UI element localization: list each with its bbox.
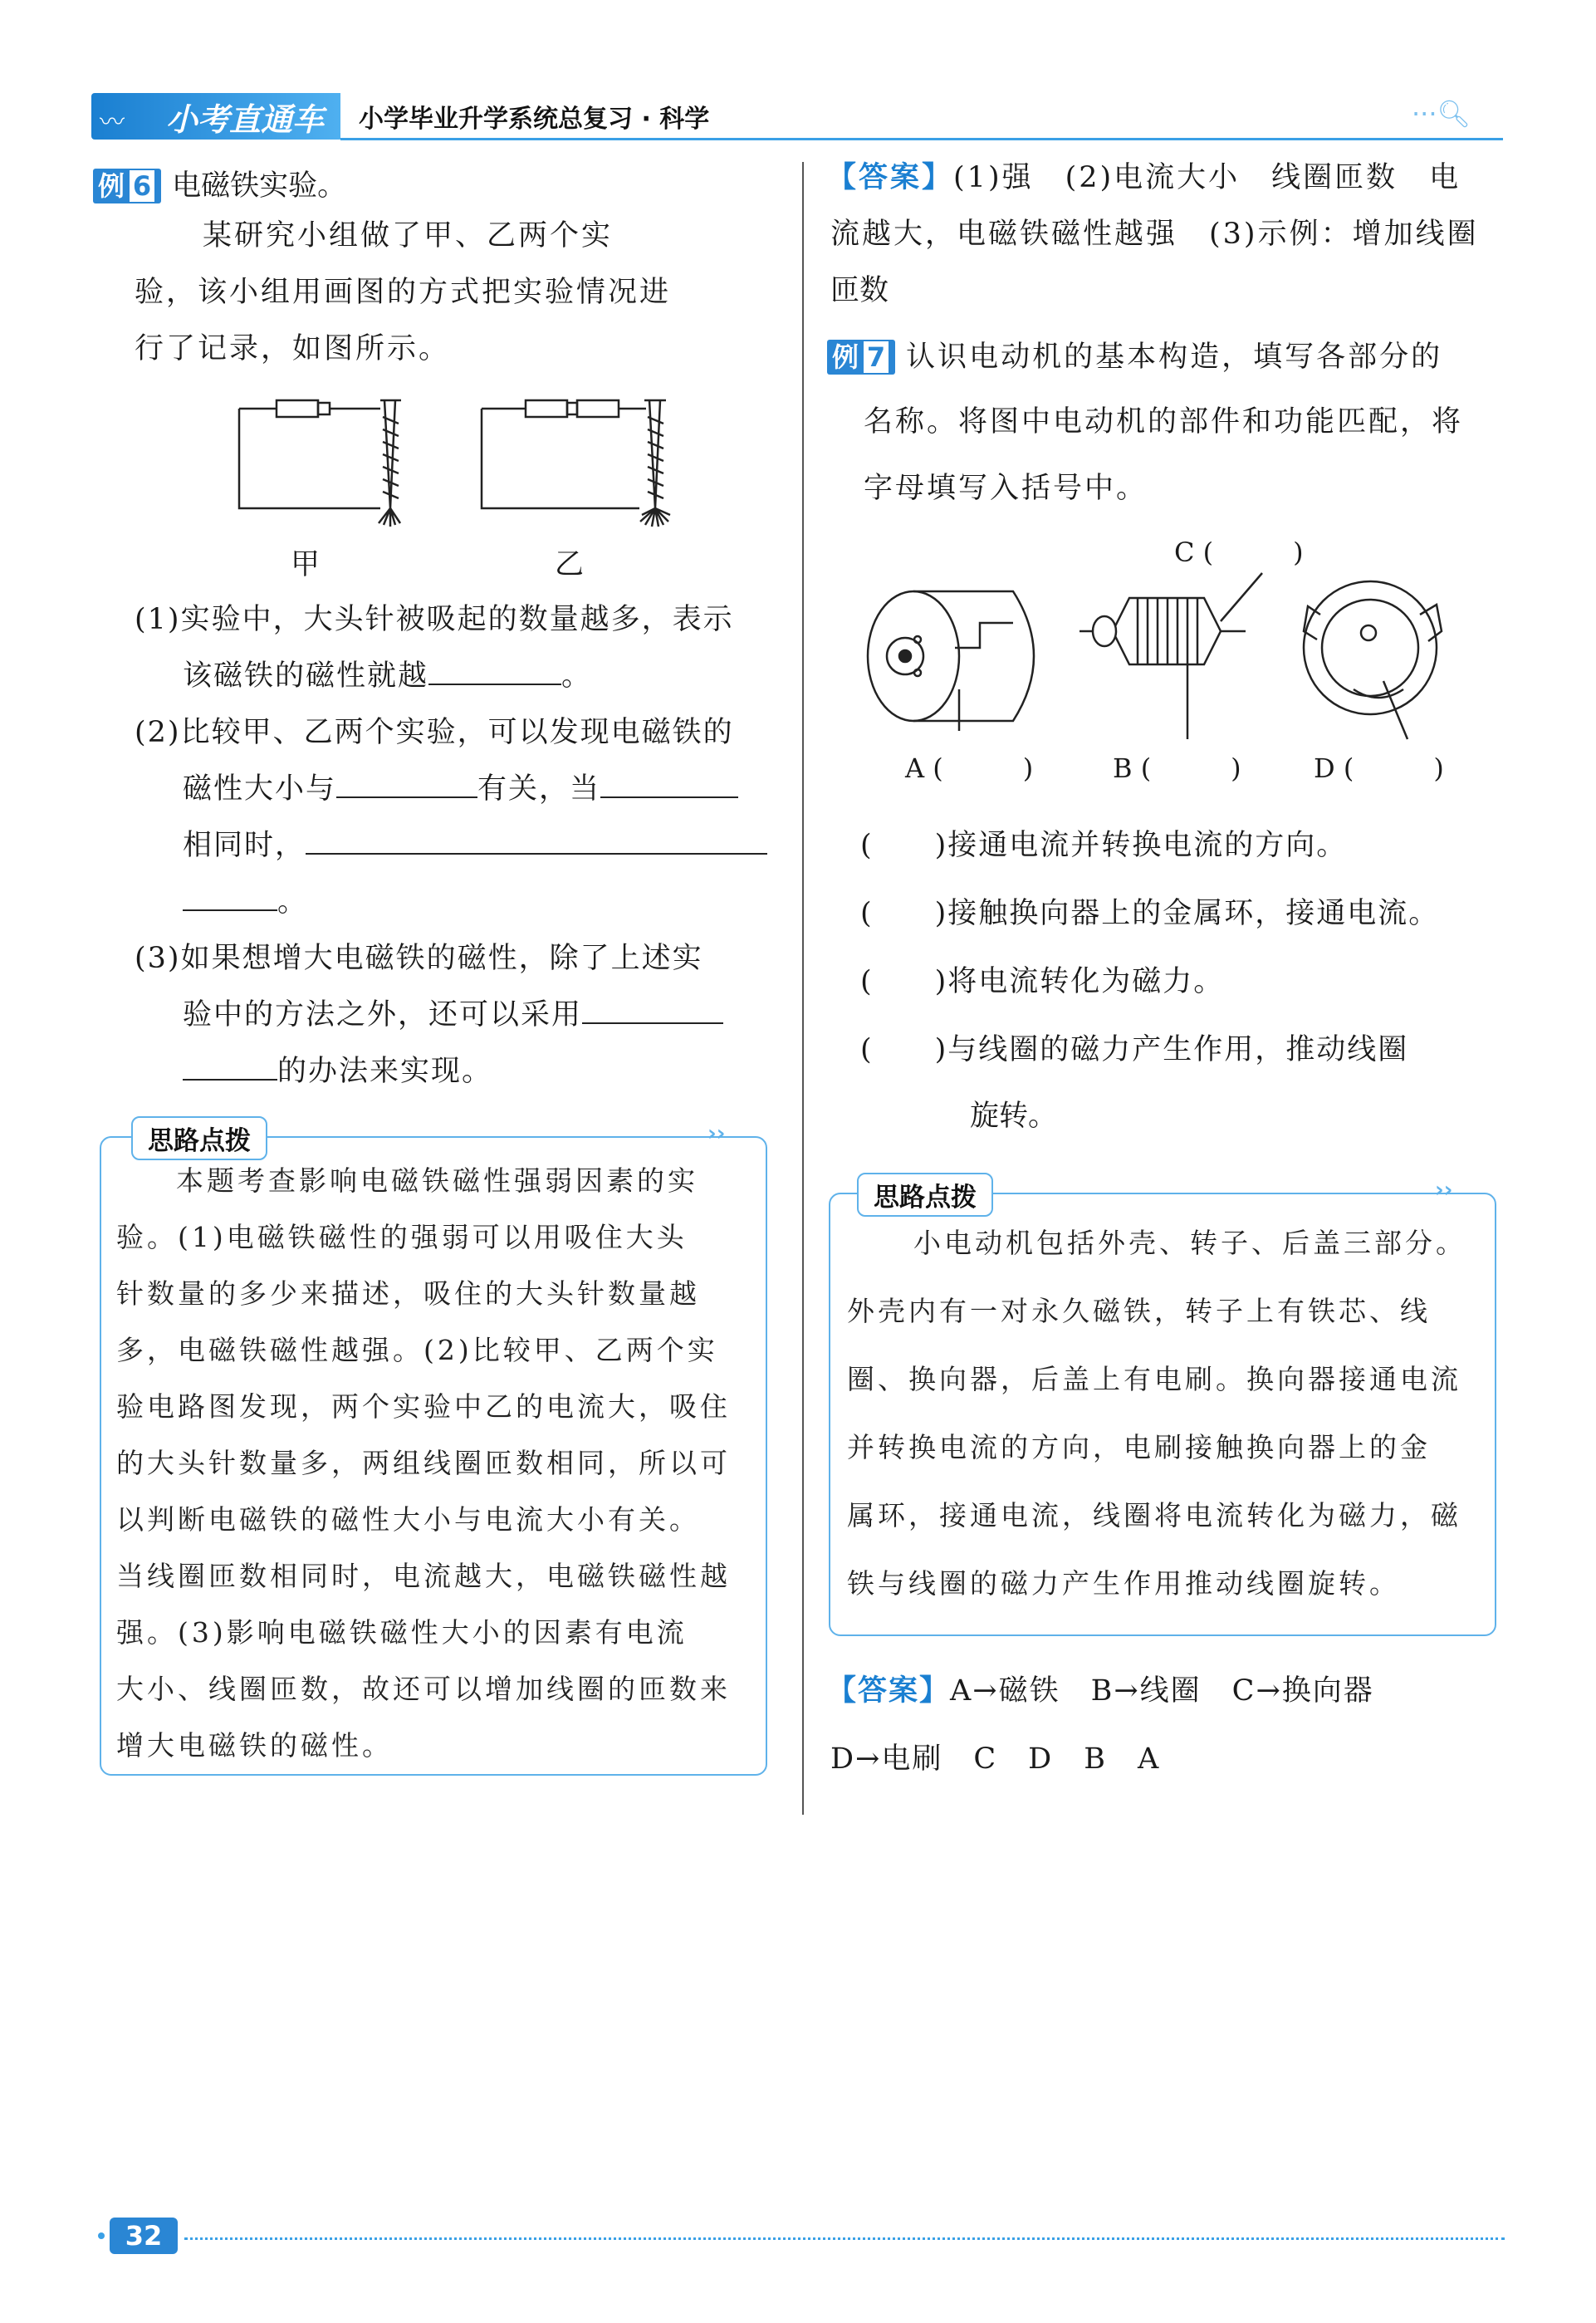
footer-dot [98, 2232, 105, 2239]
example-6-title: 电磁铁实验。 [172, 169, 347, 203]
double-arrow-icon: ›› [1435, 1178, 1453, 1203]
motor-label-d: D ( ) [1314, 752, 1444, 784]
answer-7-line-1: 【答案】A→磁铁 B→线圈 C→换向器 [827, 1674, 1374, 1708]
motor-label-a: A ( ) [905, 752, 1034, 784]
example-6-heading [93, 158, 346, 214]
double-arrow-icon: ›› [707, 1121, 726, 1146]
example-badge: 例 7 [827, 340, 895, 375]
match-item-1: ( )接通电流并转换电流的方向。 [860, 829, 1348, 862]
tip-text-right: 小电动机包括外壳、转子、后盖三部分。 外壳内有一对永久磁铁，转子上有铁芯、线 圈、换向器，后盖上有电刷。换向器接通电流 并转换电流的方向，电刷接触换向器上的金 属环，接通电流，线圈将电流转化为磁力，磁 铁与线圈的磁力产生作用推动线圈旋转。 [847, 1227, 1466, 1600]
column-divider [802, 162, 804, 1815]
answer-blank[interactable] [428, 650, 561, 685]
question-3-line-1: (3)如果想增大电磁铁的磁性，除了上述实 [135, 942, 703, 975]
circuit-jia [239, 400, 401, 527]
brand-logo-text: 小考直通车 [166, 101, 325, 138]
question-3-line-2: 验中的方法之外，还可以采用 [183, 987, 723, 1043]
header-rule [340, 138, 1503, 140]
example-6-intro-2: 验，该小组用画图的方式把实验情况进 [135, 276, 672, 309]
motor-endcap-d [1304, 581, 1442, 739]
question-2-line-1: (2)比较甲、乙两个实验，可以发现电磁铁的 [135, 716, 734, 749]
bird-icon: 〰 [100, 108, 125, 137]
example-7-heading: 例 7 认识电动机的基本构造，填写各部分的 [827, 329, 1442, 385]
figure-label-yi: 乙 [555, 548, 585, 581]
electromagnet-circuit-figure [214, 384, 696, 550]
match-item-2: ( )接触换向器上的金属环，接通电流。 [860, 897, 1440, 930]
header-title: 小学毕业升学系统总复习 · 科学 [359, 105, 710, 134]
example-7-line-2: 名称。将图中电动机的部件和功能匹配，将 [864, 405, 1464, 439]
page-number: 32 [110, 2218, 178, 2254]
example-badge: 例 6 [93, 169, 161, 203]
tip-text-left: 本题考查影响电磁铁磁性强弱因素的实 验。(1)电磁铁磁性的强弱可以用吸住大头 针数量的多少来描述，吸住的大头针数量越 多，电磁铁磁性越强。(2)比较甲、乙两个实 验电路图发现，两个实验中乙的电流大，吸住 的大头针数量多，两组线圈匝数相同，所以可 以判断电磁铁的磁性大小与电流大小有关。 当线圈匝数相同时，电流越大，电磁铁磁性越 强。(3)影响电磁铁磁性大小的因素有电流 大小、线圈匝数，故还可以增加线圈的匝数来 增大电磁铁的磁性。 [116, 1164, 731, 1762]
search-icon: ···🔍︎ [1412, 98, 1471, 130]
question-2-line-4: 。 [183, 874, 306, 930]
answer-6-line-1: 【答案】(1)强 (2)电流大小 线圈匝数 电 [827, 161, 1461, 194]
footer-rule [184, 2237, 1505, 2240]
motor-rotor-b [1080, 573, 1262, 739]
example-7-line-3: 字母填写入括号中。 [864, 472, 1148, 505]
motor-parts-figure [855, 565, 1495, 747]
tip-label: 思路点拨 [131, 1116, 267, 1160]
answer-blank[interactable] [183, 876, 277, 911]
motor-housing-a [868, 591, 1034, 731]
motor-label-b: B ( ) [1113, 752, 1241, 784]
motor-label-c: C ( ) [1174, 537, 1304, 568]
question-1-line-2: 该磁铁的磁性就越 。 [183, 648, 592, 704]
answer-blank[interactable] [306, 820, 767, 855]
answer-blank[interactable] [600, 763, 738, 798]
question-2-line-3: 相同时， [183, 817, 767, 874]
match-item-4-cont: 旋转。 [970, 1100, 1058, 1133]
answer-6-line-2: 流越大，电磁铁磁性越强 (3)示例：增加线圈 [830, 218, 1479, 251]
example-6-intro-1: 某研究小组做了甲、乙两个实 [203, 219, 614, 252]
tip-label: 思路点拨 [857, 1173, 993, 1217]
answer-blank[interactable] [336, 763, 477, 798]
question-2-line-2: 磁性大小与 有关，当 [183, 761, 738, 817]
answer-blank[interactable] [582, 989, 723, 1024]
question-1-line-1: (1)实验中，大头针被吸起的数量越多，表示 [135, 603, 734, 636]
figure-label-jia: 甲 [291, 548, 321, 581]
circuit-yi [482, 400, 670, 527]
question-3-line-3: 的办法来实现。 [183, 1043, 492, 1100]
answer-6-line-3: 匝数 [830, 274, 889, 307]
answer-blank[interactable] [183, 1046, 277, 1081]
match-item-3: ( )将电流转化为磁力。 [860, 965, 1225, 998]
match-item-4: ( )与线圈的磁力产生作用，推动线圈 [860, 1033, 1409, 1066]
answer-7-line-2: D→电刷 C D B A [830, 1742, 1161, 1776]
example-6-intro-3: 行了记录，如图所示。 [135, 332, 451, 365]
